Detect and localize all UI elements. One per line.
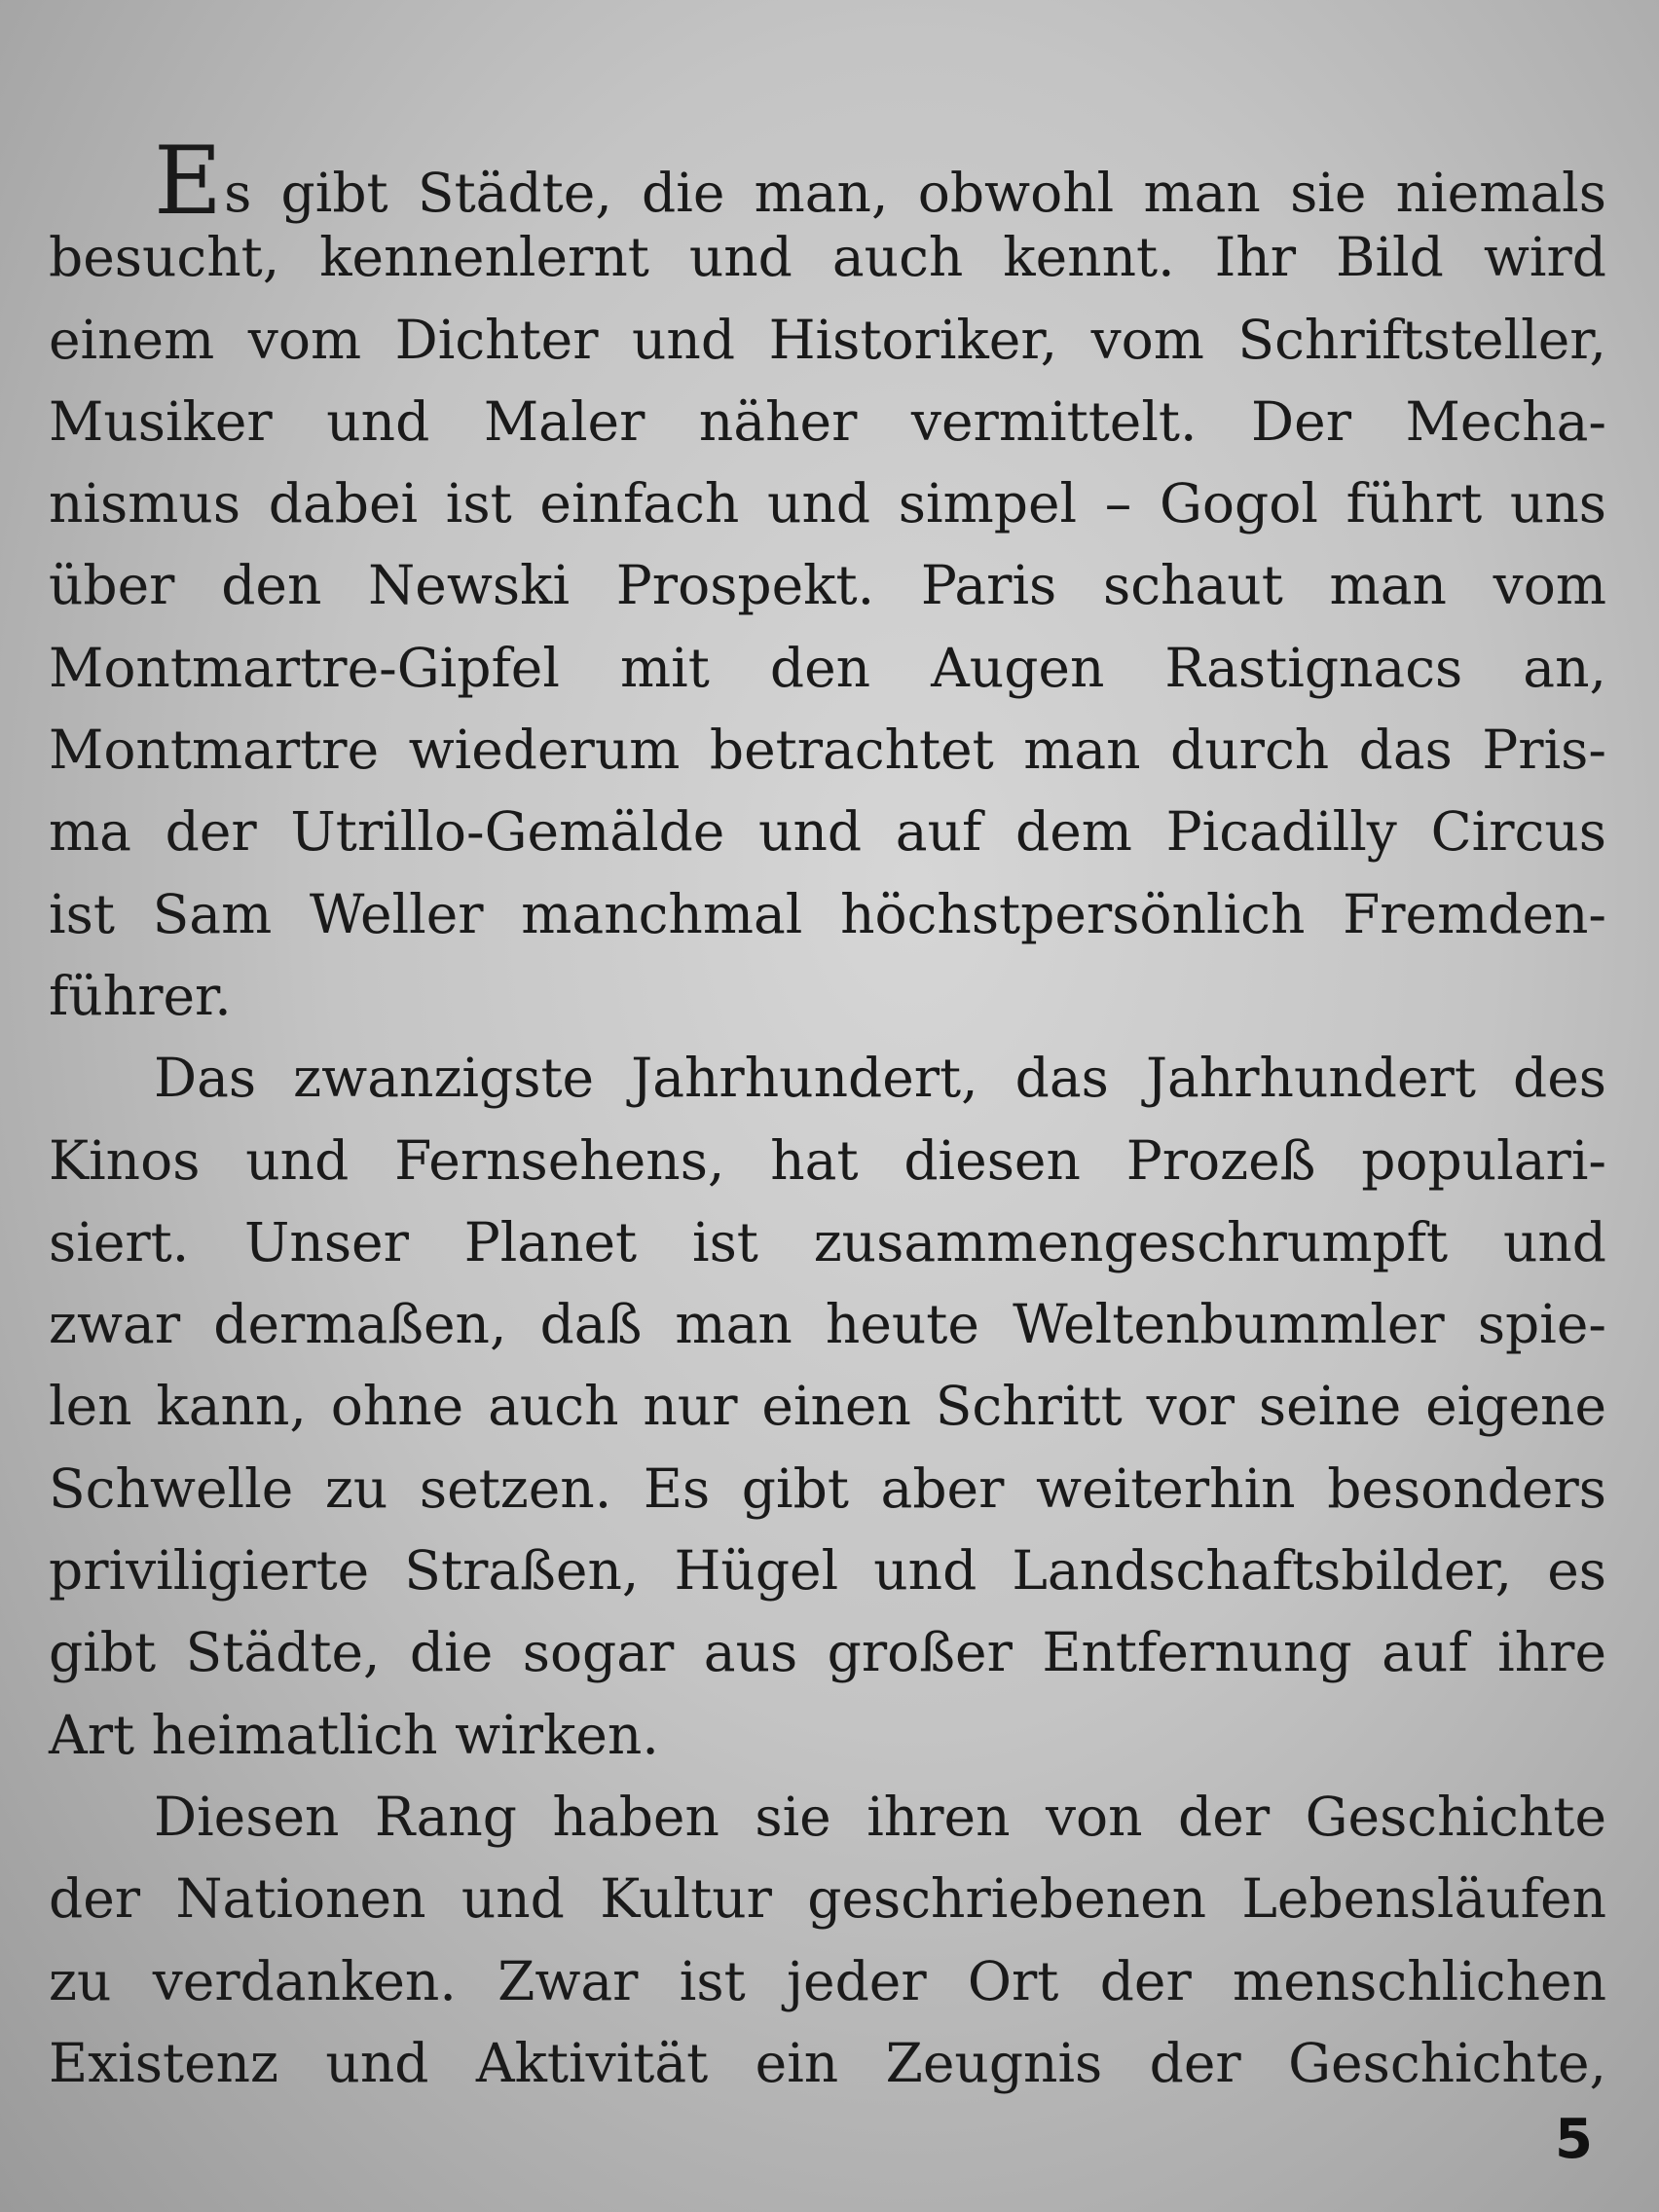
text-line: der Nationen und Kultur geschriebenen Lebensläufen (49, 1867, 1606, 1931)
text-line: ist Sam Weller manchmal höchstpersönlich Fremden- (49, 882, 1606, 945)
text-line: Art heimatlich wirken. (49, 1703, 659, 1766)
text-line: über den Newski Prospekt. Paris schaut man vom (49, 554, 1606, 617)
text-line: Existenz und Aktivität ein Zeugnis der Geschichte, (49, 2031, 1606, 2094)
drop-cap: E (154, 127, 223, 236)
text-line: führer. (49, 964, 232, 1027)
page-body (49, 127, 1606, 2104)
text-line: Kinos und Fernsehens, hat diesen Prozeß populari- (49, 1128, 1606, 1192)
text-line: gibt Städte, die sogar aus großer Entfernung auf ihre (49, 1621, 1606, 1684)
text-line: zu verdanken. Zwar ist jeder Ort der menschlichen (49, 1949, 1606, 2012)
text-line: Schwelle zu setzen. Es gibt aber weiterhin besonders (49, 1456, 1606, 1520)
page-number: 5 (1555, 2108, 1593, 2171)
text-line: ma der Utrillo-Gemälde und auf dem Picadilly Circus (49, 800, 1606, 864)
text-line: einem vom Dichter und Historiker, vom Schriftsteller, (49, 308, 1606, 371)
text-line: Das zwanzigste Jahrhundert, das Jahrhundert des (154, 1047, 1606, 1110)
paragraph-2 (49, 1037, 1606, 1776)
text-line (49, 127, 1606, 236)
text-line: nismus dabei ist einfach und simpel – Gogol führt uns (49, 472, 1606, 535)
text-line: len kann, ohne auch nur einen Schritt vor seine eigene (49, 1375, 1606, 1438)
text-line: Montmartre wiederum betrachtet man durch das Pris- (49, 719, 1606, 782)
text-line-content: s gibt Städte, die man, obwohl man sie niemals (224, 162, 1606, 224)
text-line: Diesen Rang haben sie ihren von der Geschichte (154, 1785, 1606, 1848)
text-line: siert. Unser Planet ist zusammengeschrumpft und (49, 1210, 1606, 1273)
text-line: zwar dermaßen, daß man heute Weltenbummler spie- (49, 1293, 1606, 1356)
paragraph-3 (49, 1776, 1606, 2104)
text-line: Musiker und Maler näher vermittelt. Der Mecha- (49, 389, 1606, 453)
text-line: priviligierte Straßen, Hügel und Landschaftsbilder, es (49, 1539, 1606, 1603)
paragraph-1 (49, 127, 1606, 1037)
text-line: besucht, kennenlernt und auch kennt. Ihr Bild wird (49, 226, 1606, 289)
text-line: Montmartre-Gipfel mit den Augen Rastignacs an, (49, 636, 1606, 699)
